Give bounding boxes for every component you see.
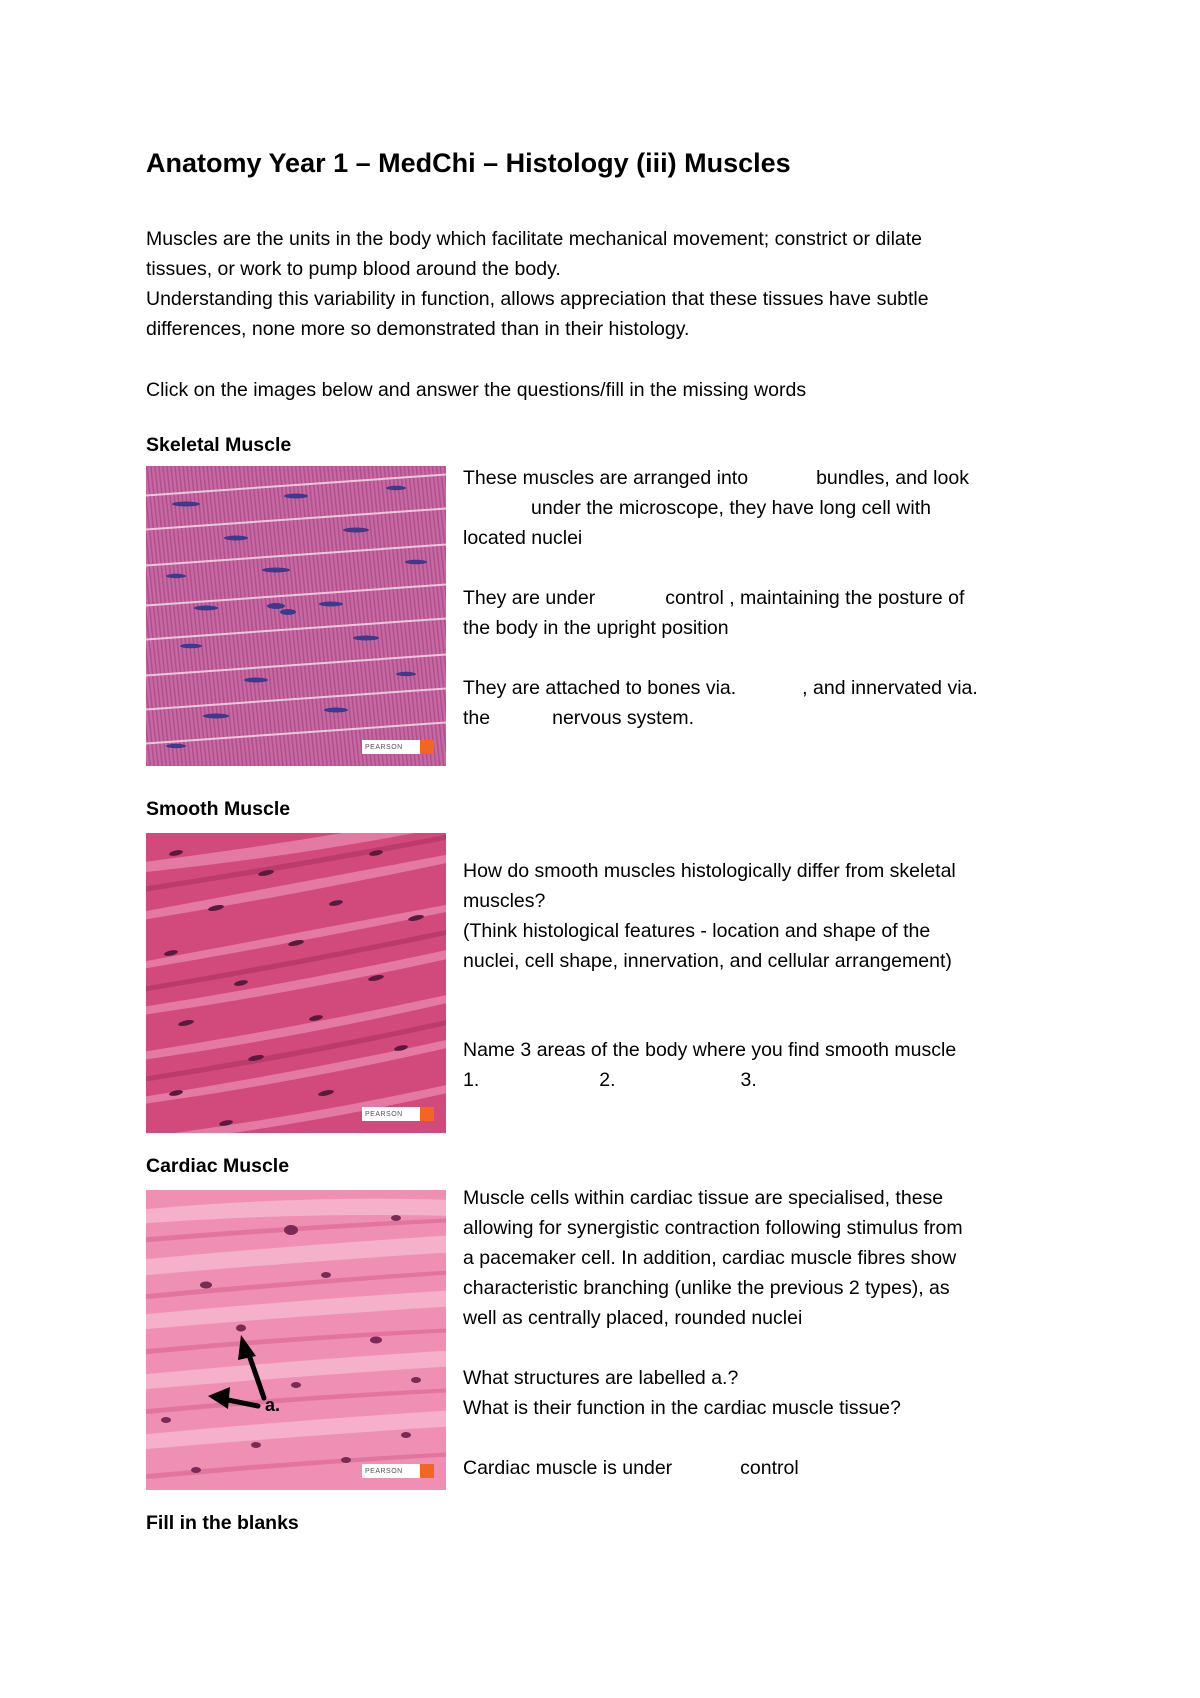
cardiac-line: What structures are labelled a.? xyxy=(463,1367,739,1389)
publisher-logo-text: PEARSON xyxy=(365,743,403,751)
skeletal-text-block xyxy=(463,463,978,733)
text-fragment: under the microscope, they have long cell with xyxy=(531,497,931,519)
cardiac-line: well as centrally placed, rounded nuclei xyxy=(463,1307,803,1329)
smooth-line: muscles? xyxy=(463,890,546,912)
smooth-muscle-image[interactable] xyxy=(146,833,446,1133)
text-fragment: They are under xyxy=(463,587,596,609)
logo-mark-icon xyxy=(420,1464,434,1478)
cardiac-line: allowing for synergistic contraction following stimulus from xyxy=(463,1217,963,1239)
document-title: Anatomy Year 1 – MedChi – Histology (iii) Muscles xyxy=(146,148,791,178)
logo-mark-icon xyxy=(420,740,434,754)
skeletal-heading: Skeletal Muscle xyxy=(146,434,292,456)
cardiac-line: Muscle cells within cardiac tissue are specialised, these xyxy=(463,1187,944,1209)
smooth-line: How do smooth muscles histologically differ from skeletal xyxy=(463,860,956,882)
text-fragment: , and innervated via. xyxy=(802,677,978,699)
skeletal-line xyxy=(463,583,978,613)
cardiac-line xyxy=(463,1453,963,1483)
smooth-histology-picture xyxy=(146,833,446,1133)
publisher-logo xyxy=(362,1107,434,1121)
cardiac-heading: Cardiac Muscle xyxy=(146,1155,290,1177)
intro-line: differences, none more so demonstrated than in their histology. xyxy=(146,318,690,340)
cardiac-line: characteristic branching (unlike the previous 2 types), as xyxy=(463,1277,950,1299)
publisher-logo xyxy=(362,1464,434,1478)
cardiac-histology-picture xyxy=(146,1190,446,1490)
instruction-text: Click on the images below and answer the questions/fill in the missing words xyxy=(146,379,807,401)
text-fragment: These muscles are arranged into xyxy=(463,467,749,489)
list-number: 2. xyxy=(599,1069,616,1091)
text-fragment: control xyxy=(740,1457,799,1479)
intro-line: Muscles are the units in the body which facilitate mechanical movement; constrict or dilate xyxy=(146,228,923,250)
smooth-numbered-list xyxy=(463,1065,956,1095)
text-fragment: control , maintaining the posture of xyxy=(665,587,965,609)
smooth-text-block-2 xyxy=(463,1035,956,1095)
cardiac-line: What is their function in the cardiac muscle tissue? xyxy=(463,1397,901,1419)
intro-paragraph xyxy=(146,224,929,344)
text-fragment: They are attached to bones via. xyxy=(463,677,737,699)
cardiac-line: a pacemaker cell. In addition, cardiac muscle fibres show xyxy=(463,1247,957,1269)
skeletal-histology-picture xyxy=(146,466,446,766)
cardiac-text-block xyxy=(463,1183,963,1483)
text-fragment: bundles, and look xyxy=(816,467,969,489)
skeletal-line xyxy=(463,463,978,493)
skeletal-line xyxy=(463,703,978,733)
smooth-line: (Think histological features - location and shape of the xyxy=(463,920,931,942)
smooth-heading: Smooth Muscle xyxy=(146,798,291,820)
smooth-line: Name 3 areas of the body where you find smooth muscle xyxy=(463,1039,957,1061)
smooth-text-block xyxy=(463,856,956,976)
skeletal-line: the body in the upright position xyxy=(463,617,729,639)
list-number: 3. xyxy=(740,1069,757,1091)
smooth-line: nuclei, cell shape, innervation, and cellular arrangement) xyxy=(463,950,952,972)
text-fragment: the xyxy=(463,707,491,729)
list-number: 1. xyxy=(463,1069,480,1091)
intro-line: Understanding this variability in function, allows appreciation that these tissues have subtle xyxy=(146,288,929,310)
publisher-logo-text: PEARSON xyxy=(365,1467,403,1475)
publisher-logo-text: PEARSON xyxy=(365,1110,403,1118)
text-fragment: nervous system. xyxy=(552,707,695,729)
text-fragment: Cardiac muscle is under xyxy=(463,1457,673,1479)
publisher-logo xyxy=(362,740,434,754)
skeletal-line xyxy=(463,673,978,703)
label-a: a. xyxy=(265,1395,281,1415)
fill-blanks-heading: Fill in the blanks xyxy=(146,1512,299,1534)
skeletal-line: located nuclei xyxy=(463,527,583,549)
skeletal-muscle-image[interactable] xyxy=(146,466,446,766)
intro-line: tissues, or work to pump blood around the body. xyxy=(146,258,561,280)
logo-mark-icon xyxy=(420,1107,434,1121)
cardiac-muscle-image[interactable] xyxy=(146,1190,446,1490)
skeletal-line xyxy=(463,493,978,523)
